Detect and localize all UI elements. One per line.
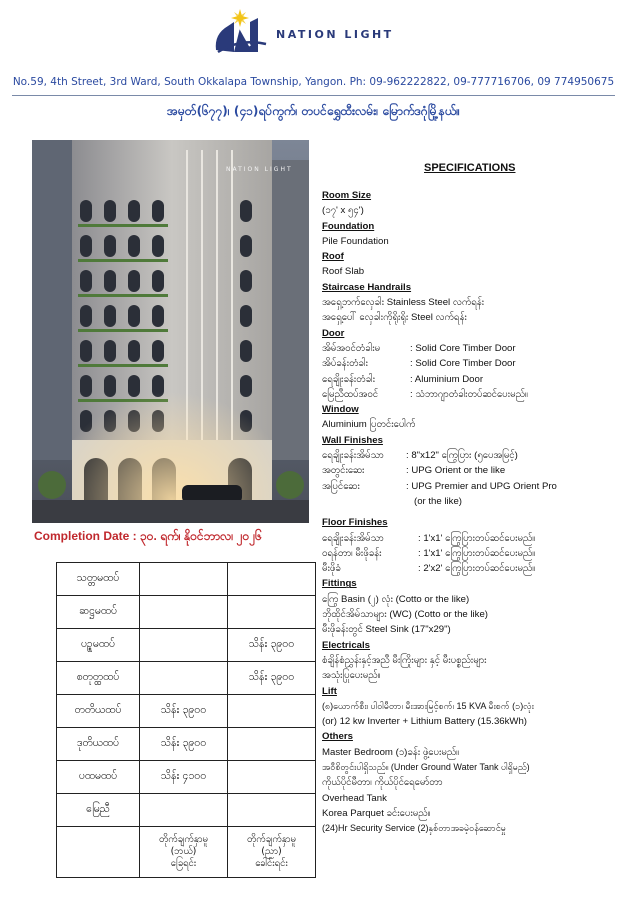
- table-footer-row: [57, 827, 316, 878]
- door-item-label: အိပ်ခန်းတံခါး: [322, 358, 368, 370]
- table-row: [57, 794, 316, 827]
- floor-finish-heading: Floor Finishes: [322, 517, 388, 529]
- table-row: [57, 695, 316, 728]
- price-right: သိန်း ၃၉၀၀: [228, 629, 316, 662]
- door-item-value: : Aluminium Door: [410, 373, 484, 385]
- wall-heading: Wall Finishes: [322, 434, 383, 446]
- footer-empty-cell: [57, 827, 140, 878]
- project-location-title: အမှတ်(၆၇၇)၊ (၄၁)ရပ်ကွက်၊ တပင်ရွှေထီးလမ်း၊ မြောက်ဒဂုံမြို့နယ်။: [167, 104, 460, 118]
- others-line: Overhead Tank: [322, 792, 387, 804]
- others-line: ကိုယ်ပိုင်မီတာ၊ ကိုယ်ပိုင်ရေမော်တာ: [322, 777, 443, 789]
- door-item-label: ရေချိုးခန်းတံခါး: [322, 373, 376, 385]
- lift-line: (၈)ယောက်စီး၊ ပါဝါမီတာ၊ မီးအားမြင့်စက်၊ 15 KVA မီးစက် (၁)လုံး: [322, 700, 534, 711]
- door-item: [322, 341, 622, 356]
- price-left: သိန်း ၃၉၀၀: [140, 728, 228, 761]
- door-item: [322, 356, 622, 371]
- others-line: Korea Parquet ခင်းပေးမည်။: [322, 807, 431, 819]
- table-row: [57, 662, 316, 695]
- price-left: သိန်း ၄၁၀၀: [140, 761, 228, 794]
- staircase-heading: Staircase Handrails: [322, 281, 412, 293]
- wall-item: [322, 479, 622, 494]
- door-item-label: အိမ်အဝင်တံခါးမ: [322, 342, 381, 354]
- wall-item-label: ရေချိုးခန်းအိမ်သာ: [322, 450, 384, 462]
- fittings-heading: Fittings: [322, 578, 357, 590]
- others-line: အဝီစိတွင်းပါရှိသည်။ (Under Ground Water Tank ပါရှိမည်): [322, 761, 530, 772]
- price-right: [228, 794, 316, 827]
- price-right: [228, 563, 316, 596]
- floor-item-label: မီးဖိုခံ: [322, 563, 341, 575]
- wall-item: [322, 448, 622, 463]
- electricals-line: စံချိန်စံညွှန်းနှင့်အညီ မီးကြိုးများ နှင့် မီးပစ္စည်းများ: [322, 654, 487, 666]
- price-left: [140, 662, 228, 695]
- table-row: [57, 629, 316, 662]
- specifications-title: SPECIFICATIONS: [424, 162, 516, 174]
- price-left: [140, 563, 228, 596]
- floor-item: [322, 546, 622, 561]
- completion-date: Completion Date : ၃၀. ရက်၊ နိုဝင်ဘာလ၊ ၂၀၂၆: [34, 529, 262, 543]
- building-render-image: [32, 140, 309, 523]
- table-row: [57, 761, 316, 794]
- door-heading: Door: [322, 327, 345, 339]
- wall-item-label: အပြင်ဆေး: [322, 480, 360, 492]
- floor-item-label: ရေချိုးခန်းအိမ်သာ: [322, 532, 384, 544]
- door-item: [322, 387, 622, 402]
- price-right: [228, 728, 316, 761]
- wall-item-value: : 8"x12" ကြွေပြား (၅ပေအမြင့်): [406, 450, 518, 462]
- window-value: Aluminium ပြတင်းပေါက်: [322, 419, 416, 431]
- others-line: Master Bedroom (၁)ခန်း ဖွဲ့ပေးမည်။: [322, 746, 460, 758]
- wall-item-label: အတွင်းဆေး: [322, 465, 365, 477]
- floor-name: သတ္တမထပ်: [57, 563, 140, 596]
- price-left: [140, 596, 228, 629]
- floor-price-table: [56, 562, 316, 878]
- table-row: [57, 563, 316, 596]
- foundation-value: Pile Foundation: [322, 235, 389, 247]
- footer-right-label: [228, 827, 316, 878]
- foundation-heading: Foundation: [322, 220, 375, 232]
- staircase-line: အရှေ့ဘက်လှေခါး Stainless Steel လက်ရန်း: [322, 297, 485, 309]
- building-sign: NATION LIGHT: [226, 166, 293, 173]
- footer-left-line: ခြေရင်း: [170, 857, 197, 869]
- floor-item: [322, 531, 622, 546]
- others-line: (24)Hr Security Service (2)နှစ်တာအခမဲ့ဝန်ဆောင်မှု: [322, 823, 506, 834]
- footer-left-line: (ဘယ်): [170, 846, 197, 858]
- price-left: [140, 794, 228, 827]
- floor-item: [322, 561, 622, 576]
- fittings-line: မီးဖိုခန်းတွင် Steel Sink (17"x29"): [322, 624, 451, 636]
- footer-right-line: တိုက်ချက်နှာမူ: [247, 834, 296, 846]
- window-heading: Window: [322, 404, 359, 416]
- roof-heading: Roof: [322, 251, 344, 263]
- price-right: သိန်း ၃၉၀၀: [228, 662, 316, 695]
- price-right: [228, 695, 316, 728]
- footer-left-line: တိုက်ချက်နှာမူ: [159, 834, 208, 846]
- floor-name: ပထမထပ်: [57, 761, 140, 794]
- lift-line: (or) 12 kw Inverter + Lithium Battery (15.36kWh): [322, 716, 528, 728]
- door-item-value: : သံဘာဂျာတံခါးတပ်ဆင်ပေးမည်။: [410, 388, 528, 400]
- footer-left-label: [140, 827, 228, 878]
- wall-item-value: : UPG Orient or the like: [406, 465, 506, 477]
- table-row: [57, 728, 316, 761]
- price-right: [228, 596, 316, 629]
- nation-light-logo-icon: [210, 8, 270, 58]
- room-size-heading: Room Size: [322, 190, 372, 201]
- floor-name: ဒုတိယထပ်: [57, 728, 140, 761]
- price-left: [140, 629, 228, 662]
- floor-name: စတုတ္ထထပ်: [57, 662, 140, 695]
- table-row: [57, 596, 316, 629]
- lift-heading: Lift: [322, 685, 337, 697]
- electricals-line: အသုံးပြုပေးမည်။: [322, 670, 381, 682]
- footer-right-line: ခေါင်းရင်း: [255, 857, 288, 869]
- fittings-line: ဘိုထိုင်အိမ်သာများ (WC) (Cotto or the like): [322, 609, 489, 621]
- brand-name: NATION LIGHT: [276, 28, 394, 41]
- company-address: No.59, 4th Street, 3rd Ward, South Okkalapa Township, Yangon. Ph: 09-962222822, 09-777716706, 09 774950675: [12, 76, 615, 88]
- staircase-line: အရှေ့ပေါ် လှေခါးကိုရိုးရိုး Steel လက်ရန်း: [322, 312, 467, 324]
- roof-value: Roof Slab: [322, 266, 365, 278]
- floor-item-value: : 1'x1' ကြွေပြားတပ်ဆင်ပေးမည်။: [418, 532, 536, 544]
- wall-item-value: : UPG Premier and UPG Orient Pro: [406, 480, 557, 492]
- floor-item-value: : 2'x2' ကြွေပြားတပ်ဆင်ပေးမည်။: [418, 563, 536, 575]
- floor-name: ပဉ္စမထပ်: [57, 629, 140, 662]
- door-item-value: : Solid Core Timber Door: [410, 342, 516, 354]
- wall-item: [322, 463, 622, 478]
- price-right: [228, 761, 316, 794]
- room-size-value: (၁၇' x ၅၄'): [322, 205, 364, 217]
- door-item-label: မြေညီထပ်အဝင်: [322, 388, 379, 400]
- floor-name: တတိယထပ်: [57, 695, 140, 728]
- footer-right-line: (ညာ): [261, 846, 282, 858]
- floor-item-label: ဝရန်တာ၊ မီးဖိုခန်း: [322, 547, 382, 559]
- others-heading: Others: [322, 731, 353, 743]
- floor-name: ဆဋ္ဌမထပ်: [57, 596, 140, 629]
- price-left: သိန်း ၃၉၀၀: [140, 695, 228, 728]
- door-item: [322, 372, 622, 387]
- header-divider: [12, 95, 615, 96]
- floor-name: မြေညီ: [57, 794, 140, 827]
- door-item-value: : Solid Core Timber Door: [410, 358, 516, 370]
- specifications-list: [322, 188, 622, 836]
- electricals-heading: Electricals: [322, 639, 371, 651]
- wall-item-cont: (or the like): [414, 495, 462, 507]
- fittings-line: ကြွေ Basin (၂) လုံး (Cotto or the like): [322, 593, 470, 605]
- floor-item-value: : 1'x1' ကြွေပြားတပ်ဆင်ပေးမည်။: [418, 547, 536, 559]
